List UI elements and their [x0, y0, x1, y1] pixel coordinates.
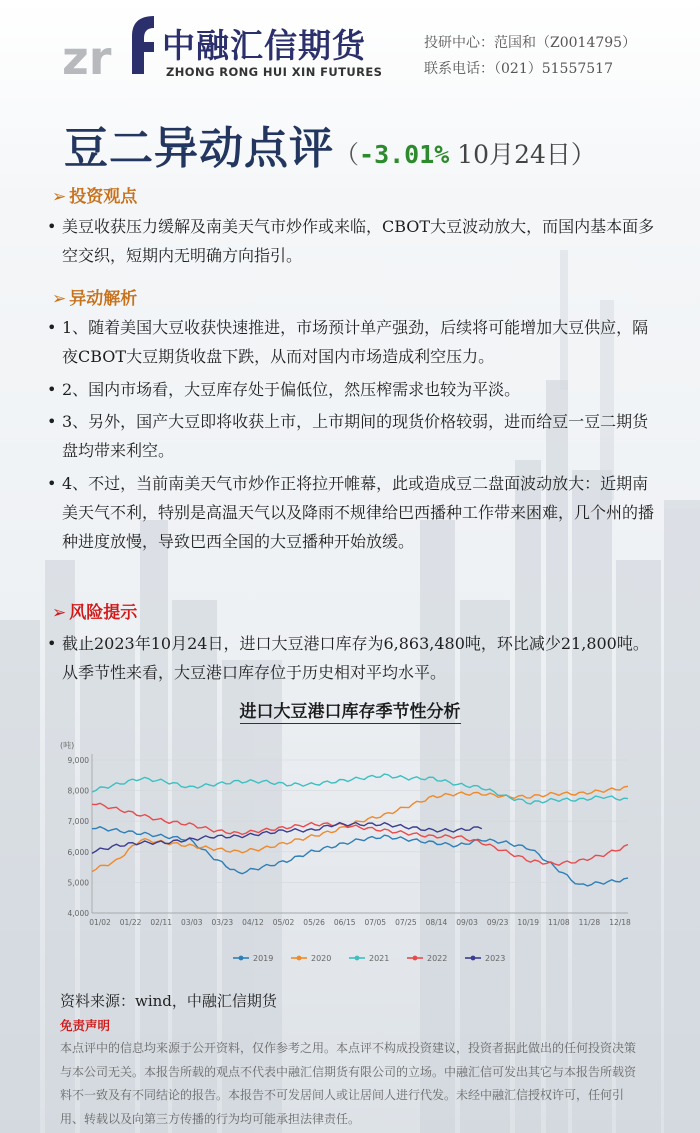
analysis-item-1 [47, 313, 662, 371]
x-tick-label: 08/14 [425, 918, 448, 927]
risk-heading-text: 风险提示 [69, 603, 138, 623]
x-tick-label: 06/15 [333, 918, 356, 927]
analysis-text: 3、另外，国产大豆即将收获上市，上市期间的现货价格较弱，进而给豆一豆二期货盘均带来利空。 [62, 412, 649, 460]
legend-marker-2019 [239, 956, 244, 961]
x-tick-label: 03/03 [180, 918, 203, 927]
x-tick-label: 10/19 [517, 918, 540, 927]
disclaimer-heading: 免责声明 [60, 1018, 111, 1033]
arrow-icon: ➢ [52, 603, 67, 623]
x-tick-label: 05/26 [303, 918, 325, 927]
chart-title [0, 697, 700, 722]
series-line-2020 [92, 786, 628, 871]
legend-label-2019: 2019 [253, 954, 274, 963]
risk-text: 截止2023年10月24日，进口大豆港口库存为6,863,480吨，环比减少21,800吨。从季节性来看，大豆港口库存位于历史相对平均水平。 [62, 634, 649, 682]
x-tick-label: 07/25 [395, 918, 417, 927]
section-heading-view [52, 182, 137, 207]
legend-label-2022: 2022 [427, 954, 448, 963]
title-main: 豆二异动点评 [64, 123, 334, 174]
x-tick-label: 11/28 [578, 918, 601, 927]
bullet-icon: • [47, 474, 57, 493]
report-title [64, 112, 596, 176]
legend-label-2020: 2020 [311, 954, 332, 963]
x-tick-label: 07/05 [364, 918, 387, 927]
section-heading-analysis [52, 284, 137, 309]
title-open-paren: （ [334, 140, 360, 169]
x-tick-label: 11/08 [548, 918, 570, 927]
legend-marker-2021 [355, 956, 360, 961]
y-tick-label: 8,000 [67, 786, 89, 796]
bullet-icon: • [47, 380, 57, 399]
data-source: 资料来源：wind，中融汇信期货 [60, 992, 277, 1010]
price-change: -3.01% [359, 140, 450, 169]
section-heading-risk [52, 598, 137, 623]
legend-marker-2020 [297, 956, 302, 961]
x-tick-label: 03/23 [211, 918, 234, 927]
analysis-text: 4、不过，当前南美天气市炒作正将拉开帷幕，此或造成豆二盘面波动放大：近期南美天气不利，特别是高温天气以及降雨不规律给巴西播种工作带来困难，几个州的播种进度放慢，导致巴西全国的大豆播种开始放缓。 [62, 474, 655, 551]
analysis-heading-text: 异动解析 [69, 289, 138, 309]
legend-marker-2023 [471, 956, 476, 961]
series-line-2023 [92, 823, 482, 854]
analysis-item-4 [47, 469, 662, 556]
contact-info [424, 30, 636, 82]
analysis-item-3 [47, 407, 662, 465]
inventory-seasonal-chart [58, 730, 648, 980]
phone-info: 联系电话：（021）51557517 [424, 61, 613, 77]
zrf-logo-icon [62, 12, 158, 82]
y-tick-label: 4,000 [67, 909, 89, 918]
x-tick-label: 04/12 [242, 918, 264, 927]
series-line-2021 [92, 774, 628, 804]
x-tick-label: 09/23 [486, 918, 509, 927]
analysis-item-2 [47, 375, 662, 404]
bullet-icon: • [47, 318, 57, 337]
view-heading-text: 投资观点 [69, 187, 138, 207]
y-unit-label: (吨) [60, 741, 75, 750]
company-name-cn: 中融汇信期货 [162, 26, 366, 65]
legend-marker-2022 [413, 956, 418, 961]
view-text: 美豆收获压力缓解及南美天气市炒作或来临，CBOT大豆波动放大，而国内基本面多空交织，短期内无明确方向指引。 [62, 217, 655, 265]
logo-f-mark [132, 16, 154, 74]
analysis-text: 1、随着美国大豆收获快速推进，市场预计单产强劲，后续将可能增加大豆供应，隔夜CBOT大豆期货收盘下跌，从而对国内市场造成利空压力。 [62, 318, 649, 366]
x-tick-label: 09/03 [456, 918, 478, 927]
bullet-icon: • [47, 412, 57, 431]
bullet-icon: • [47, 217, 57, 236]
x-tick-label: 05/02 [272, 918, 295, 927]
legend-label-2021: 2021 [369, 954, 390, 963]
analysis-text: 2、国内市场看，大豆库存处于偏低位，然压榨需求也较为平淡。 [62, 380, 521, 399]
y-tick-label: 9,000 [67, 756, 89, 765]
x-tick-label: 01/22 [119, 918, 142, 927]
y-tick-label: 6,000 [67, 847, 89, 857]
bullet-icon: • [47, 634, 57, 653]
risk-paragraph [47, 629, 662, 687]
y-tick-label: 5,000 [67, 878, 89, 888]
title-date: 10月24日） [449, 140, 596, 169]
arrow-icon: ➢ [52, 289, 67, 309]
company-name-en: ZHONG RONG HUI XIN FUTURES [166, 65, 383, 79]
company-logo [62, 12, 382, 82]
series-line-2019 [92, 827, 628, 886]
series-line-2022 [92, 803, 628, 865]
x-tick-label: 02/11 [150, 918, 172, 927]
x-tick-label: 12/18 [609, 918, 631, 927]
disclaimer-text: 本点评中的信息均来源于公开资料，仅作参考之用。本点评不构成投资建议，投资者据此做出的任何投资决策与本公司无关。本报告所载的观点不代表中融汇信期货有限公司的立场。中融汇信可发出其它与本报告所载资料不一致及有不同结论的报告。本报告不可发居间人或让居间人进行代发。未经中融汇信授权许可，任何引用、转载以及向第三方传播的行为均可能承担法律责任。 [60, 1041, 637, 1126]
chart-title-text: 进口大豆港口库存季节性分析 [239, 702, 461, 722]
analyst-info: 投研中心：范国和（Z0014795） [424, 35, 637, 51]
logo-zr-mark: zr [62, 31, 112, 82]
y-tick-label: 7,000 [67, 817, 89, 827]
x-tick-label: 01/02 [89, 918, 111, 927]
legend-label-2023: 2023 [485, 954, 506, 963]
view-paragraph [47, 212, 662, 270]
arrow-icon: ➢ [52, 187, 67, 207]
